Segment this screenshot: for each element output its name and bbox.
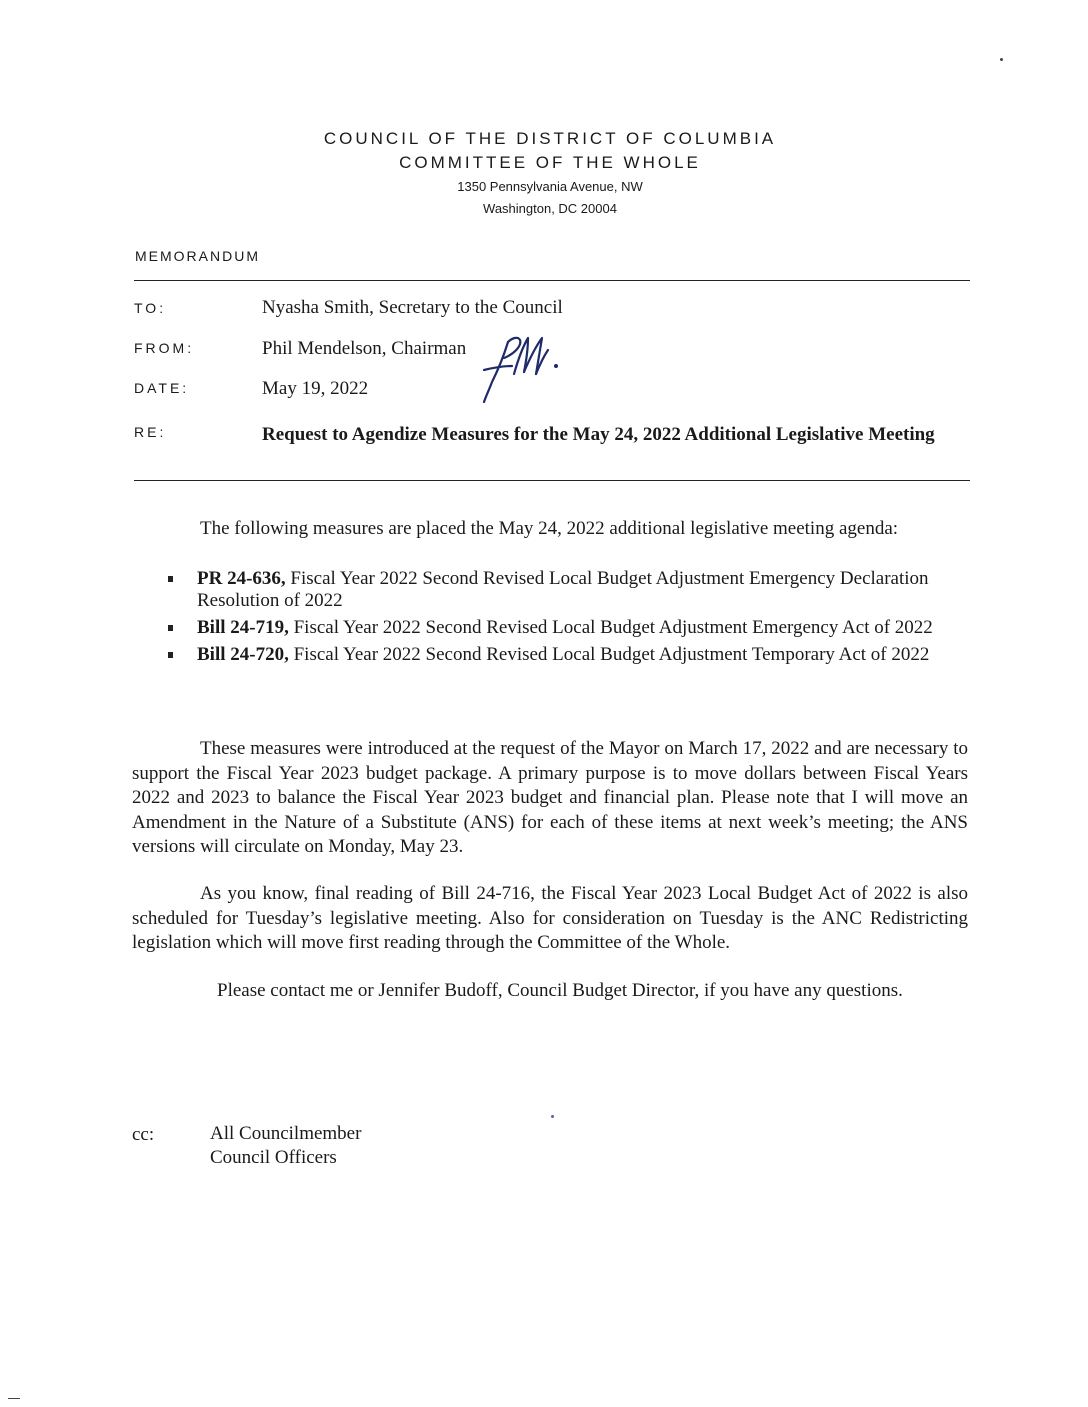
- scan-speck: [8, 1398, 20, 1399]
- to-label: TO:: [134, 300, 167, 316]
- measure-title: Fiscal Year 2022 Second Revised Local Budget Adjustment Emergency Declaration Resolution of 2022: [197, 568, 929, 611]
- from-value: Phil Mendelson, Chairman: [262, 338, 467, 359]
- body-paragraph-2-text: As you know, final reading of Bill 24-716, the Fiscal Year 2023 Local Budget Act of 2022 is also scheduled for Tuesday’s legislative meeting. Also for consideration on Tuesday is the ANC Redistricting legislation which will move first reading through the Committee of the Whole.: [132, 883, 968, 953]
- council-name: COUNCIL OF THE DISTRICT OF COLUMBIA: [323, 129, 777, 148]
- memorandum-label: MEMORANDUM: [135, 248, 260, 264]
- address-line-1: 1350 Pennsylvania Avenue, NW: [457, 179, 643, 194]
- scan-speck: [551, 1115, 554, 1118]
- list-item: [160, 644, 960, 666]
- list-item: [160, 617, 960, 639]
- body-paragraph-3: [132, 979, 968, 1004]
- to-value: Nyasha Smith, Secretary to the Council: [262, 297, 563, 318]
- cc-label: cc:: [132, 1124, 155, 1145]
- top-divider: [134, 280, 970, 281]
- body-paragraph-3-text: Please contact me or Jennifer Budoff, Council Budget Director, if you have any questions.: [217, 980, 903, 1001]
- bullet-icon: [168, 625, 173, 631]
- bullet-icon: [168, 652, 173, 658]
- measure-id: Bill 24-719,: [197, 617, 289, 638]
- measure-id: PR 24-636,: [197, 568, 286, 589]
- cc-recipients: [210, 1122, 361, 1170]
- list-item: [160, 568, 960, 612]
- measures-list: [160, 568, 960, 671]
- date-label: DATE:: [134, 380, 190, 396]
- from-label: FROM:: [134, 340, 195, 356]
- cc-recipient: Council Officers: [210, 1147, 337, 1168]
- scan-speck: [1000, 58, 1003, 61]
- body-paragraph-1-text: These measures were introduced at the request of the Mayor on March 17, 2022 and are necessary to support the Fiscal Year 2023 budget package. A primary purpose is to move dollars between Fiscal Years 2022 and 2023 to balance the Fiscal Year 2023 budget and financial plan. Please note that I will move an Amendment in the Nature of a Substitute (ANS) for each of these items at next week’s meeting; the ANS versions will circulate on Monday, May 23.: [132, 738, 968, 857]
- measure-id: Bill 24-720,: [197, 644, 289, 665]
- bottom-divider: [134, 480, 970, 481]
- measure-title: Fiscal Year 2022 Second Revised Local Budget Adjustment Temporary Act of 2022: [288, 644, 930, 665]
- re-label: RE:: [134, 424, 167, 440]
- address-line-2: Washington, DC 20004: [483, 201, 617, 216]
- committee-name: COMMITTEE OF THE WHOLE: [399, 153, 701, 172]
- intro-paragraph: The following measures are placed the May 24, 2022 additional legislative meeting agenda:: [200, 518, 899, 539]
- measure-title: Fiscal Year 2022 Second Revised Local Budget Adjustment Emergency Act of 2022: [288, 617, 933, 638]
- cc-recipient: All Councilmember: [210, 1123, 362, 1144]
- date-value: May 19, 2022: [262, 378, 369, 399]
- bullet-icon: [168, 576, 173, 582]
- re-value: Request to Agendize Measures for the May 24, 2022 Additional Legislative Meeting: [262, 424, 935, 445]
- body-paragraph-1: [132, 737, 968, 860]
- body-paragraph-2: [132, 882, 968, 956]
- signature-mark: [478, 330, 568, 410]
